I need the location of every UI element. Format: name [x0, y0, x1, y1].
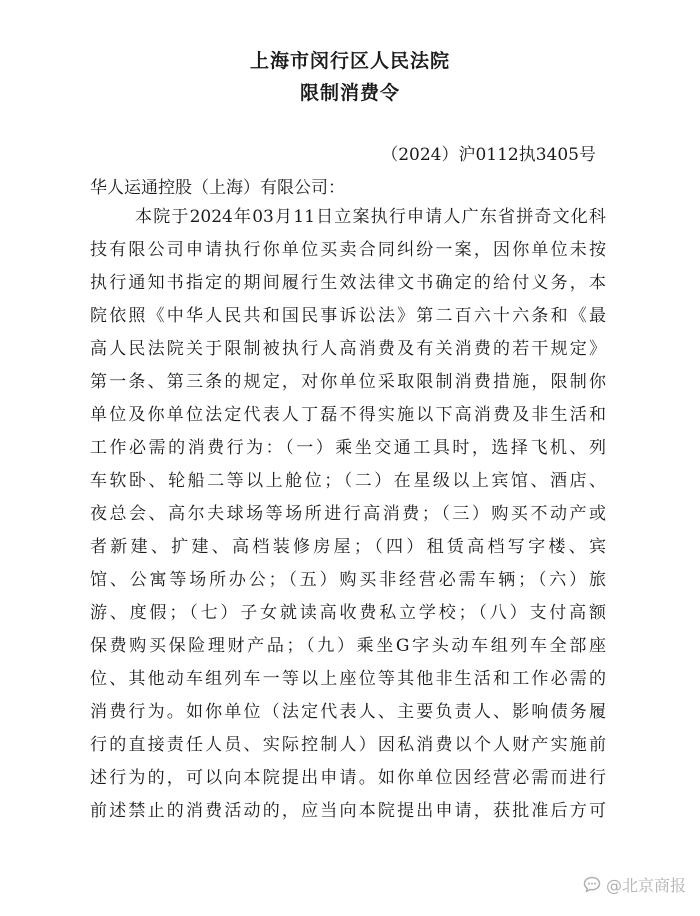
- body-line: 车软卧、轮船二等以上舱位；（二）在星级以上宾馆、酒店、: [90, 471, 606, 491]
- court-name-title: 上海市闵行区人民法院: [249, 50, 450, 72]
- body-line: 保费购买保险理财产品；（九）乘坐G字头动车组列车全部座: [90, 636, 606, 656]
- watermark-text: @北京商报: [605, 876, 686, 895]
- body-line: 者新建、扩建、高档装修房屋；（四）租赁高档写字楼、宾: [90, 537, 606, 557]
- document-number: （2024）沪0112执3405号: [381, 145, 596, 165]
- body-line: 述行为的，可以向本院提出申请。如你单位因经营必需而进行: [90, 768, 606, 788]
- body-line: 馆、公寓等场所办公；（五）购买非经营必需车辆；（六）旅: [90, 570, 606, 590]
- body-line: 单位及你单位法定代表人丁磊不得实施以下高消费及非生活和: [90, 405, 606, 425]
- document-type-title: 限制消费令: [299, 82, 400, 104]
- body-line: 第一条、第三条的规定，对你单位采取限制消费措施，限制你: [90, 372, 606, 392]
- body-line: 夜总会、高尔夫球场等场所进行高消费；（三）购买不动产或: [90, 504, 606, 524]
- body-line: 本院于2024年03月11日立案执行申请人广东省拼奇文化科: [135, 207, 606, 227]
- body-line: 位、其他动车组列车一等以上座位等其他非生活和工作必需的: [90, 669, 606, 689]
- body-line: 行的直接责任人员、实际控制人）因私消费以个人财产实施前: [90, 735, 606, 755]
- body-line: 执行通知书指定的期间履行生效法律文书确定的给付义务，本: [90, 273, 606, 293]
- speech-bubble-logo-icon: [583, 876, 601, 893]
- body-line: 高人民法院关于限制被执行人高消费及有关消费的若干规定》: [90, 339, 606, 359]
- body-line: 院依照《中华人民共和国民事诉讼法》第二百六十六条和《最: [90, 306, 606, 326]
- body-line: 工作必需的消费行为：（一）乘坐交通工具时，选择飞机、列: [90, 438, 606, 458]
- body-line: 技有限公司申请执行你单位买卖合同纠纷一案，因你单位未按: [90, 240, 606, 260]
- body-line: 前述禁止的消费活动的，应当向本院提出申请，获批准后方可: [90, 801, 606, 821]
- watermark: [583, 873, 686, 896]
- body-line: 消费行为。如你单位（法定代表人、主要负责人、影响债务履: [90, 702, 606, 722]
- addressee: 华人运通控股（上海）有限公司：: [90, 178, 345, 198]
- body-line: 游、度假；（七）子女就读高收费私立学校；（八）支付高额: [90, 603, 606, 623]
